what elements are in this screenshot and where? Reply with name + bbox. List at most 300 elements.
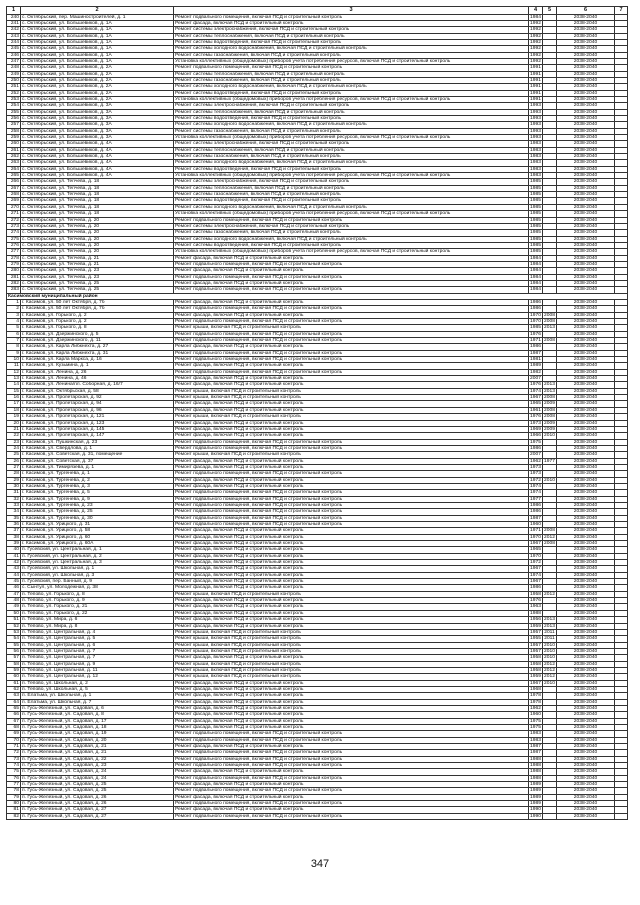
commission-year-cell: 1970 xyxy=(530,534,541,540)
work-type-cell: Ремонт фасада, включая ПСД и строительный контроль xyxy=(174,382,529,388)
row-number: 31 xyxy=(7,490,21,496)
work-type-cell: Ремонт подвального помещения, включая ПСД и строительный контроль xyxy=(174,369,529,375)
work-type-cell: Ремонт фасада, включая ПСД и строительный контроль xyxy=(174,483,529,489)
work-type-cell: Ремонт фасада, включая ПСД и строительный контроль xyxy=(174,610,529,616)
table-row xyxy=(7,77,628,83)
row-number: 282 xyxy=(7,280,21,286)
planned-period-cell: 2038-2040 xyxy=(557,813,615,819)
row-number: 71 xyxy=(7,744,21,750)
address-cell: с. Октябрьский, ул. Большевиков, д. 1А xyxy=(21,52,174,58)
work-type-cell: Ремонт подвального помещения, включая ПСД и строительный контроль xyxy=(174,496,529,502)
work-type-cell: Ремонт фасада, включая ПСД и строительный контроль xyxy=(174,655,529,661)
address-cell: с. Октябрьский, ул. Большевиков, д. 4А xyxy=(21,173,174,179)
commission-year-cell: 1967 xyxy=(530,395,541,401)
repair-schedule-table xyxy=(6,6,628,820)
address-cell: с. Сынтул, ул. Молодежная, д. 38 xyxy=(21,585,174,591)
address-cell: с. Октябрьский, ул. Большевиков, д. 4А xyxy=(21,160,174,166)
work-type-cell: Ремонт фасада, включая ПСД и строительный контроль xyxy=(174,782,529,788)
commission-year-cell: 1957 xyxy=(530,648,541,654)
address-cell: с. Октябрьский, ул. Тепчева, д. 18 xyxy=(21,192,174,198)
commission-year-cell: 1974 xyxy=(530,483,541,489)
row-number: 15 xyxy=(7,388,21,394)
work-type-cell: Ремонт системы газоснабжения, включая ПСД и строительный контроль xyxy=(174,192,529,198)
row-number: 271 xyxy=(7,211,21,217)
row-number: 28 xyxy=(7,471,21,477)
commission-year-cell: 1985 xyxy=(530,325,541,331)
commission-year-cell: 1983 xyxy=(530,166,541,172)
address-cell: п. Гусевский, ул. Школьная, д. 3 xyxy=(21,572,174,578)
row-number: 26 xyxy=(7,458,21,464)
commission-year-cell: 1991 xyxy=(530,90,541,96)
row-number: 250 xyxy=(7,77,21,83)
address-cell: с. Октябрьский, ул. Большевиков, д. 2А xyxy=(21,71,174,77)
row-number: 53 xyxy=(7,629,21,635)
address-cell: г. Касимов, ул. Тургенева, д. 3 xyxy=(21,483,174,489)
last-repair-year-cell xyxy=(543,813,557,819)
address-cell: п. Гусь-Железный, ул. Садовая, д. 24 xyxy=(21,775,174,781)
planned-period-cell: 2038-2040 xyxy=(557,534,615,540)
address-cell: п. Тепово, ул. Мира, д. 6 xyxy=(21,617,174,623)
commission-year-cell: 1955 xyxy=(530,636,541,642)
row-number: 269 xyxy=(7,198,21,204)
row-number: 266 xyxy=(7,179,21,185)
commission-year-cell: 1983 xyxy=(530,154,541,160)
planned-period-cell: 2038-2040 xyxy=(557,20,615,26)
column-header: 4 xyxy=(529,7,543,15)
row-number: 60 xyxy=(7,674,21,680)
planned-period-cell: 2038-2040 xyxy=(557,775,615,781)
work-type-cell: Ремонт системы электроснабжения, включая ПСД и строительный контроль xyxy=(174,223,529,229)
row-number: 72 xyxy=(7,750,21,756)
page-number: 347 xyxy=(310,858,330,870)
address-cell: п. Тепово, ул. Горького, д. 22 xyxy=(21,610,174,616)
table-row xyxy=(7,737,628,743)
table-row xyxy=(7,813,628,819)
last-repair-year-cell: 1977 xyxy=(544,458,555,464)
address-cell: с. Октябрьский, ул. Тепчева, д. 25 xyxy=(21,280,174,286)
work-type-cell: Ремонт фасада, включая ПСД и строительный контроль xyxy=(174,255,529,261)
work-type-cell: Ремонт подвального помещения, включая ПСД и строительный контроль xyxy=(174,319,529,325)
work-type-cell: Ремонт подвального помещения, включая ПСД и строительный контроль xyxy=(174,471,529,477)
planned-period-cell: 2038-2040 xyxy=(557,528,615,534)
planned-period-cell: 2038-2040 xyxy=(557,96,615,102)
planned-period-cell: 2038-2040 xyxy=(557,541,615,547)
row-number: 45 xyxy=(7,579,21,585)
address-cell: г. Касимов, ул. Пролетарская, д. 94 xyxy=(21,401,174,407)
row-number: 260 xyxy=(7,141,21,147)
address-cell: с. Октябрьский, ул. Большевиков, д. 3А xyxy=(21,128,174,134)
row-number: 281 xyxy=(7,274,21,280)
planned-period-cell: 2038-2040 xyxy=(557,84,615,90)
address-cell: г. Касимов, ул. Тургенева, д. 1 xyxy=(21,471,174,477)
address-cell: с. Октябрьский, ул. Большевиков, д. 2А xyxy=(21,90,174,96)
row-number: 36 xyxy=(7,522,21,528)
work-type-cell: Установка коллективных (общедомовых) приборов учета потребления ресурсов, включая ПСД и строительный контроль xyxy=(174,249,529,255)
work-type-cell: Ремонт фасада, включая ПСД и строительный контроль xyxy=(174,705,529,711)
table-row xyxy=(7,135,628,141)
work-type-cell: Ремонт подвального помещения, включая ПСД и строительный контроль xyxy=(174,331,529,337)
planned-period-cell: 2038-2040 xyxy=(557,395,615,401)
planned-period-cell: 2038-2040 xyxy=(557,338,615,344)
row-number: 64 xyxy=(7,699,21,705)
row-number: 70 xyxy=(7,737,21,743)
row-number: 41 xyxy=(7,553,21,559)
address-cell: п. Гусь-Железный, ул. Садовая, д. 19 xyxy=(21,731,174,737)
work-type-cell: Ремонт фасада, включая ПСД и строительный контроль xyxy=(174,686,529,692)
commission-year-cell: 1985 xyxy=(530,223,541,229)
commission-year-cell: 1961 xyxy=(530,407,541,413)
row-number: 265 xyxy=(7,173,21,179)
row-number: 280 xyxy=(7,268,21,274)
commission-year-cell: 1966 xyxy=(530,433,541,439)
commission-year-cell: 1975 xyxy=(530,725,541,730)
work-type-cell: Ремонт крыши, включая ПСД и строительный контроль xyxy=(174,648,529,654)
work-type-cell: Ремонт крыши, включая ПСД и строительный контроль xyxy=(174,667,529,673)
row-number: 52 xyxy=(7,623,21,629)
address-cell: п. Тепово, ул. Школьная, д. 2 xyxy=(21,680,174,686)
last-repair-year-cell: 2013 xyxy=(544,388,555,394)
register-sheet xyxy=(6,6,627,820)
address-cell: г. Касимов, ул. Ленина, д. 26 xyxy=(21,369,174,375)
commission-year-cell: 1983 xyxy=(530,147,541,153)
work-type-cell: Ремонт системы холодного водоснабжения, включая ПСД и строительный контроль xyxy=(174,204,529,210)
planned-period-cell: 2038-2040 xyxy=(557,287,615,293)
planned-period-cell: 2038-2040 xyxy=(557,299,615,305)
commission-year-cell: 1985 xyxy=(530,242,541,248)
row-number: 23 xyxy=(7,439,21,445)
work-type-cell: Ремонт подвального помещения, включая ПСД и строительный контроль xyxy=(174,445,529,451)
row-number: 74 xyxy=(7,763,21,769)
address-cell: г. Касимов, ул. Советская, д. 31, помещение xyxy=(21,452,174,458)
address-cell: с. Октябрьский, ул. Тепчева, д. 20 xyxy=(21,249,174,255)
commission-year-cell: 1983 xyxy=(530,737,541,743)
work-type-cell: Ремонт фасада, включая ПСД и строительный контроль xyxy=(174,579,529,585)
planned-period-cell: 2038-2040 xyxy=(557,553,615,559)
table-row xyxy=(7,147,628,153)
work-type-cell: Ремонт фасада, включая ПСД и строительный контроль xyxy=(174,541,529,547)
commission-year-cell: 1962 xyxy=(530,705,541,711)
address-cell: п. Тепово, ул. Центральная, д. 11 xyxy=(21,667,174,673)
last-repair-year-cell: 2010 xyxy=(544,655,555,661)
work-type-cell: Ремонт подвального помещения, включая ПСД и строительный контроль xyxy=(174,750,529,756)
address-cell: г. Касимов, ул. Урицкого, д. 60А xyxy=(21,541,174,547)
address-cell: п. Тепово, ул. Горького, д. 8 xyxy=(21,591,174,597)
planned-period-cell: 2038-2040 xyxy=(557,27,615,33)
work-type-cell: Ремонт подвального помещения, включая ПСД и строительный контроль xyxy=(174,788,529,794)
planned-period-cell: 2038-2040 xyxy=(557,636,615,642)
commission-year-cell: 1985 xyxy=(530,236,541,242)
row-number: 2 xyxy=(7,306,21,312)
planned-period-cell: 2038-2040 xyxy=(557,686,615,692)
table-row xyxy=(7,154,628,160)
work-type-cell: Ремонт системы водоотведения, включая ПСД и строительный контроль xyxy=(174,116,529,122)
row-number: 27 xyxy=(7,464,21,470)
planned-period-cell: 2038-2040 xyxy=(557,737,615,743)
planned-period-cell: 2038-2040 xyxy=(557,280,615,286)
planned-period-cell: 2038-2040 xyxy=(557,522,615,528)
commission-year-cell: 1960 xyxy=(530,712,541,718)
work-type-cell: Ремонт фасада, включая ПСД и строительный контроль xyxy=(174,623,529,629)
planned-period-cell: 2038-2040 xyxy=(557,154,615,160)
row-number: 257 xyxy=(7,122,21,128)
address-cell: п. Тепово, ул. Центральная, д. 5 xyxy=(21,636,174,642)
commission-year-cell: 1992 xyxy=(530,52,541,58)
planned-period-cell: 2038-2040 xyxy=(557,268,615,274)
work-type-cell: Ремонт системы холодного водоснабжения, включая ПСД и строительный контроль xyxy=(174,84,529,90)
planned-period-cell: 2038-2040 xyxy=(557,782,615,788)
work-type-cell: Ремонт системы газоснабжения, включая ПСД и строительный контроль xyxy=(174,230,529,236)
address-cell: г. Касимов, ул. Горького, д. 2 xyxy=(21,312,174,318)
planned-period-cell: 2038-2040 xyxy=(557,223,615,229)
address-cell: с. Октябрьский, ул. Тепчева, д. 20 xyxy=(21,242,174,248)
planned-period-cell: 2038-2040 xyxy=(557,426,615,432)
row-number: 37 xyxy=(7,528,21,534)
address-cell: п. Тепово, ул. Мира, д. 8 xyxy=(21,623,174,629)
work-type-cell: Ремонт фасада, включая ПСД и строительный контроль xyxy=(174,598,529,604)
work-type-cell: Ремонт фасада, включая ПСД и строительный контроль xyxy=(174,725,529,731)
row-number: 245 xyxy=(7,46,21,52)
row-number: 277 xyxy=(7,249,21,255)
planned-period-cell: 2038-2040 xyxy=(557,788,615,794)
row-number: 258 xyxy=(7,128,21,134)
address-cell: г. Касимов, ул. Тургенева, д. 23 xyxy=(21,502,174,508)
last-repair-year-cell: 2013 xyxy=(544,623,555,629)
commission-year-cell: 1973 xyxy=(530,471,541,477)
row-number: 9 xyxy=(7,350,21,356)
work-type-cell: Ремонт фасада, включая ПСД и строительный контроль xyxy=(174,299,529,305)
address-cell: г. Касимов, ул. Урицкого, д. 60 xyxy=(21,534,174,540)
planned-period-cell: 2038-2040 xyxy=(557,388,615,394)
work-type-cell: Ремонт подвального помещения, включая ПСД и строительный контроль xyxy=(174,509,529,515)
row-number: 38 xyxy=(7,534,21,540)
row-number: 20 xyxy=(7,420,21,426)
commission-year-cell: 1975 xyxy=(530,439,541,445)
planned-period-cell: 2038-2040 xyxy=(557,490,615,496)
planned-period-cell: 2038-2040 xyxy=(557,801,615,807)
commission-year-cell: 1987 xyxy=(530,350,541,356)
table-row xyxy=(7,96,628,102)
commission-year-cell: 1992 xyxy=(530,58,541,64)
commission-year-cell: 1984 xyxy=(530,274,541,280)
address-cell: с. Октябрьский, ул. Тепчева, д. 20 xyxy=(21,230,174,236)
address-cell: г. Касимов, ул. Кузьмина, д. 1 xyxy=(21,363,174,369)
commission-year-cell: 1993 xyxy=(530,135,541,141)
work-type-cell: Ремонт фасада, включая ПСД и строительный контроль xyxy=(174,699,529,705)
row-number: 274 xyxy=(7,230,21,236)
commission-year-cell: 1965 xyxy=(530,547,541,553)
commission-year-cell: 1987 xyxy=(530,515,541,521)
work-type-cell: Ремонт фасада, включая ПСД и строительный контроль xyxy=(174,344,529,350)
last-repair-year-cell: 2011 xyxy=(544,636,555,642)
work-type-cell: Ремонт фасада, включая ПСД и строительный контроль xyxy=(174,566,529,572)
address-cell: с. Октябрьский, ул. Большевиков, д. 4А xyxy=(21,166,174,172)
work-type-cell: Ремонт системы холодного водоснабжения, включая ПСД и строительный контроль xyxy=(174,160,529,166)
address-cell: с. Октябрьский, ул. Большевиков, д. 2А xyxy=(21,77,174,83)
work-type-cell: Ремонт фасада, включая ПСД и строительный контроль xyxy=(174,407,529,413)
planned-period-cell: 2038-2040 xyxy=(557,585,615,591)
planned-period-cell: 2038-2040 xyxy=(557,14,615,20)
commission-year-cell: 1985 xyxy=(530,185,541,191)
commission-year-cell: 1976 xyxy=(530,598,541,604)
table-row xyxy=(7,801,628,807)
row-number: 272 xyxy=(7,217,21,223)
work-type-cell: Ремонт фасада, включая ПСД и строительный контроль xyxy=(174,547,529,553)
address-cell: г. Касимов, ул. Урицкого, д. 31 xyxy=(21,522,174,528)
planned-period-cell: 2038-2040 xyxy=(557,261,615,267)
column-header: 5 xyxy=(543,7,557,15)
planned-period-cell: 2038-2040 xyxy=(557,147,615,153)
work-type-cell: Установка коллективных (общедомовых) приборов учета потребления ресурсов, включая ПСД и строительный контроль xyxy=(174,135,529,141)
address-cell: г. Касимов, ул. Горького, д. 8 xyxy=(21,325,174,331)
work-type-cell: Ремонт подвального помещения, включая ПСД и строительный контроль xyxy=(174,801,529,807)
table-row xyxy=(7,33,628,39)
column-header: 6 xyxy=(557,7,615,15)
row-number: 69 xyxy=(7,731,21,737)
address-cell: с. Октябрьский, ул. Большевиков, д. 1А xyxy=(21,58,174,64)
row-number: 29 xyxy=(7,477,21,483)
work-type-cell: Установка коллективных (общедомовых) приборов учета потребления ресурсов, включая ПСД и строительный контроль xyxy=(174,173,529,179)
row-number: 273 xyxy=(7,223,21,229)
work-type-cell: Ремонт подвального помещения, включая ПСД и строительный контроль xyxy=(174,338,529,344)
row-number: 76 xyxy=(7,775,21,781)
address-cell: с. Октябрьский, ул. Большевиков, д. 3А xyxy=(21,122,174,128)
address-cell: г. Касимов, ул. Пролетарская, д. 145 xyxy=(21,426,174,432)
address-cell: с. Октябрьский, ул. Тепчева, д. 20 xyxy=(21,217,174,223)
planned-period-cell: 2038-2040 xyxy=(557,617,615,623)
row-number: 62 xyxy=(7,686,21,692)
planned-period-cell: 2038-2040 xyxy=(557,242,615,248)
address-cell: п. Тепово, ул. Центральная, д. 12 xyxy=(21,674,174,680)
row-number: 267 xyxy=(7,185,21,191)
work-type-cell: Ремонт фасада, включая ПСД и строительный контроль xyxy=(174,280,529,286)
planned-period-cell: 2038-2040 xyxy=(557,604,615,610)
row-number: 254 xyxy=(7,103,21,109)
row-number: 251 xyxy=(7,84,21,90)
row-number: 40 xyxy=(7,547,21,553)
table-row xyxy=(7,750,628,756)
commission-year-cell: 1986 xyxy=(530,585,541,591)
work-type-cell: Ремонт фасада, включая ПСД и строительный контроль xyxy=(174,617,529,623)
address-cell: п. Гусь-Железный, ул. Садовая, д. 21 xyxy=(21,750,174,756)
last-repair-year-cell: 2008 xyxy=(544,319,555,324)
commission-year-cell: 1992 xyxy=(530,39,541,45)
address-cell: г. Касимов, ул. Пушкинская, д. 23 xyxy=(21,439,174,445)
row-number: 77 xyxy=(7,782,21,788)
address-cell: п. Тепово, ул. Центральная, д. 9 xyxy=(21,661,174,667)
table-row xyxy=(7,52,628,58)
address-cell: п. Гусь-Железный, ул. Садовая, д. 17 xyxy=(21,718,174,724)
work-type-cell: Ремонт подвального помещения, включая ПСД и строительный контроль xyxy=(174,522,529,528)
address-cell: п. Гусь-Железный, ул. Садовая, д. 21 xyxy=(21,744,174,750)
row-number: 255 xyxy=(7,109,21,115)
planned-period-cell: 2038-2040 xyxy=(557,598,615,604)
address-cell: с. Октябрьский, ул. Большевиков, д. 3А xyxy=(21,103,174,109)
column-header: 3 xyxy=(174,7,529,15)
commission-year-cell: 1985 xyxy=(530,198,541,204)
planned-period-cell: 2038-2040 xyxy=(557,547,615,553)
commission-year-cell: 1989 xyxy=(530,788,541,794)
row-number: 51 xyxy=(7,617,21,623)
work-type-cell: Ремонт крыши, включая ПСД и строительный контроль xyxy=(174,325,529,331)
last-repair-year-cell: 2008 xyxy=(544,414,555,420)
work-type-cell: Ремонт подвального помещения, включая ПСД и строительный контроль xyxy=(174,731,529,737)
work-type-cell: Ремонт подвального помещения, включая ПСД и строительный контроль xyxy=(174,813,529,819)
planned-period-cell: 2038-2040 xyxy=(557,249,615,255)
work-type-cell: Ремонт крыши, включая ПСД и строительный контроль xyxy=(174,642,529,648)
address-cell: п. Гусь-Железный, ул. Садовая, д. 20 xyxy=(21,737,174,743)
work-type-cell: Ремонт крыши, включая ПСД и строительный контроль xyxy=(174,661,529,667)
row-number: 17 xyxy=(7,401,21,407)
address-cell: с. Октябрьский, ул. Большевиков, д. 3А xyxy=(21,135,174,141)
address-cell: п. Гусь-Железный, ул. Садовая, д. 25 xyxy=(21,782,174,788)
row-number: 82 xyxy=(7,813,21,819)
row-number: 21 xyxy=(7,426,21,432)
planned-period-cell: 2038-2040 xyxy=(557,458,615,464)
planned-period-cell: 2038-2040 xyxy=(557,496,615,502)
last-repair-year-cell: 2008 xyxy=(544,407,555,413)
last-repair-year-cell: 2010 xyxy=(544,642,555,648)
table-row xyxy=(7,109,628,115)
address-cell: с. Октябрьский, ул. Большевиков, д. 1А xyxy=(21,39,174,45)
column-header: 2 xyxy=(21,7,174,15)
work-type-cell: Ремонт подвального помещения, включая ПСД и строительный контроль xyxy=(174,490,529,496)
table-row xyxy=(7,763,628,769)
planned-period-cell: 2038-2040 xyxy=(557,477,615,483)
address-cell: г. Касимов, ул. Урицкого, д. 58 xyxy=(21,528,174,534)
row-number: 261 xyxy=(7,147,21,153)
planned-period-cell: 2038-2040 xyxy=(557,610,615,616)
address-cell: г. Касимов, ул. Пролетарская, д. 92 xyxy=(21,395,174,401)
address-cell: п. Гусь-Железный, ул. Садовая, д. 24 xyxy=(21,769,174,775)
work-type-cell: Ремонт подвального помещения, включая ПСД и строительный контроль xyxy=(174,274,529,280)
table-row xyxy=(7,14,628,20)
row-number: 73 xyxy=(7,756,21,762)
commission-year-cell: 1974 xyxy=(530,490,541,496)
row-number: 240 xyxy=(7,14,21,20)
work-type-cell: Ремонт системы газоснабжения, включая ПСД и строительный контроль xyxy=(174,128,529,134)
planned-period-cell: 2038-2040 xyxy=(557,344,615,350)
work-type-cell: Установка коллективных (общедомовых) приборов учета потребления ресурсов, включая ПСД и строительный контроль xyxy=(174,211,529,217)
planned-period-cell: 2038-2040 xyxy=(557,401,615,407)
address-cell: п. Гусь-Железный, ул. Садовая, д. 8 xyxy=(21,712,174,718)
row-number: 42 xyxy=(7,560,21,566)
planned-period-cell: 2038-2040 xyxy=(557,306,615,312)
work-type-cell: Ремонт фасада, включая ПСД и строительный контроль xyxy=(174,477,529,483)
column-header: 1 xyxy=(7,7,21,15)
commission-year-cell: 1984 xyxy=(530,268,541,274)
planned-period-cell: 2038-2040 xyxy=(557,414,615,420)
address-cell: с. Октябрьский, ул. Большевиков, д. 1А xyxy=(21,33,174,39)
table-row xyxy=(7,46,628,52)
work-type-cell: Ремонт фасада, включая ПСД и строительный контроль xyxy=(174,426,529,432)
commission-year-cell: 1986 xyxy=(530,509,541,515)
commission-year-cell: 1958 xyxy=(530,591,541,597)
commission-year-cell: 1958 xyxy=(530,655,541,661)
address-cell: г. Касимов, ул. Октябрьская, д. 58 xyxy=(21,388,174,394)
commission-year-cell: 1985 xyxy=(530,211,541,217)
address-cell: г. Касимов, ул. Пролетарская, д. 147 xyxy=(21,433,174,439)
work-type-cell: Ремонт крыши, включая ПСД и строительный контроль xyxy=(174,674,529,680)
table-row xyxy=(7,27,628,33)
work-type-cell: Ремонт системы электроснабжения, включая ПСД и строительный контроль xyxy=(174,103,529,109)
row-number: 242 xyxy=(7,27,21,33)
planned-period-cell: 2038-2040 xyxy=(557,712,615,718)
work-type-cell: Ремонт подвального помещения, включая ПСД и строительный контроль xyxy=(174,357,529,363)
planned-period-cell: 2038-2040 xyxy=(557,566,615,572)
row-number: 30 xyxy=(7,483,21,489)
commission-year-cell: 2007 xyxy=(530,376,541,382)
address-cell: г. Касимов, ул. Карла Либкнехта, д. 31 xyxy=(21,350,174,356)
